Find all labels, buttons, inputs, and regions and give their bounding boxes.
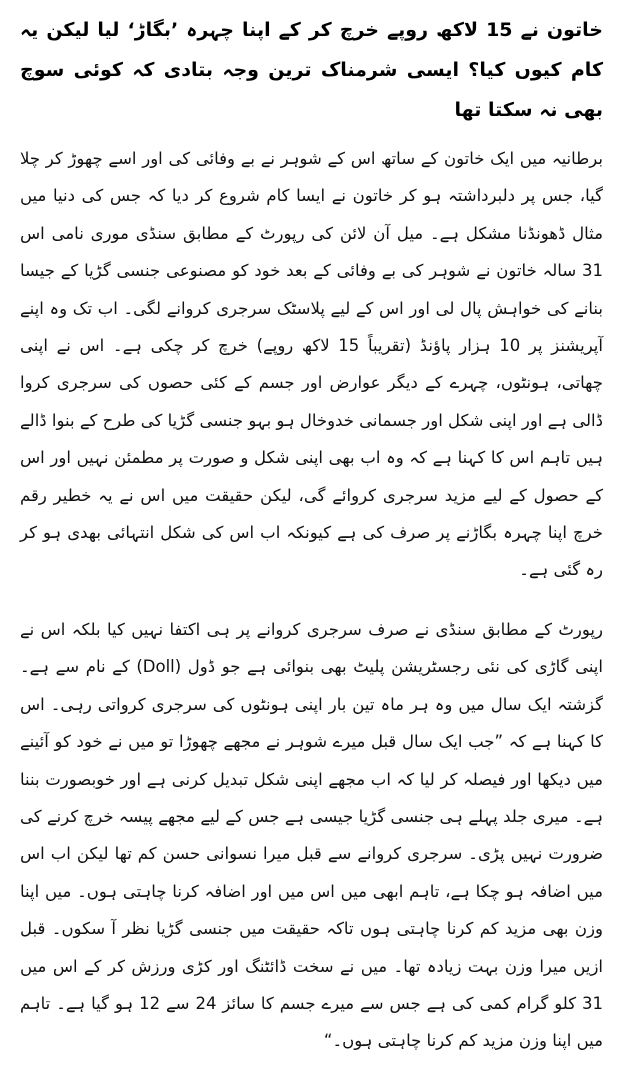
article-headline: خاتون نے 15 لاکھ روپے خرچ کر کے اپنا چہرہ ’بگاڑ‘ لیا لیکن یہ کام کیوں کیا؟ ایسی شرمناک ترین وجہ بتادی کہ کوئی سوچ بھی نہ سکتا تھا: [20, 19, 603, 121]
article-paragraph-2: رپورٹ کے مطابق سنڈی نے صرف سرجری کروانے پر ہی اکتفا نہیں کیا بلکہ اس نے اپنی گاڑی کی نئی رجسٹریشن پلیٹ بھی بنوائی ہے جو ڈول (Doll) کے نام سے ہے۔ گزشتہ ایک سال میں وہ ہر ماہ تین بار اپنی ہونٹوں کی سرجری کرواتی رہی۔ اس کا کہنا ہے کہ ”جب ایک سال قبل میرے شوہر نے مجھے چھوڑا تو میں نے خود کو آئینے میں دیکھا اور فیصلہ کر لیا کہ اب مجھے اپنی شکل تبدیل کرنی ہے اور خوبصورت بننا ہے۔ میری جلد پہلے ہی جنسی گڑیا جیسی ہے جس کے لیے مجھے پیسہ خرچ کرنے کی ضرورت نہیں پڑی۔ سرجری کروانے سے قبل میرا نسوانی حسن کم تھا لیکن اب اس میں اضافہ ہو چکا ہے، تاہم ابھی میں اس میں اور اضافہ کرنا چاہتی ہوں۔ میں اپنا وزن بھی مزید کم کرنا چاہتی ہوں تاکہ حقیقت میں جنسی گڑیا نظر آ سکوں۔ قبل ازیں میرا وزن بہت زیادہ تھا۔ میں نے سخت ڈائٹنگ اور کڑی ورزش کر کے اس میں 31 کلو گرام کمی کی ہے جس سے میرے جسم کا سائز 24 سے 12 ہو گیا ہے۔ تاہم میں اپنا وزن مزید کم کرنا چاہتی ہوں۔“: [20, 619, 604, 1051]
article-paragraph-1: برطانیہ میں ایک خاتون کے ساتھ اس کے شوہر نے بے وفائی کی اور اسے چھوڑ کر چلا گیا، جس پر دلبرداشتہ ہو کر خاتون نے ایسا کام شروع کر دیا کہ جس کی دنیا میں مثال ڈھونڈنا مشکل ہے۔ میل آن لائن کی رپورٹ کے مطابق سنڈی موری نامی اس 31 سالہ خاتون نے شوہر کی بے وفائی کے بعد خود کو مصنوعی جنسی گڑیا کے جیسا بنانے کی خواہش پال لی اور اس کے لیے پلاسٹک سرجری کروانے لگی۔ اب تک وہ اپنے آپریشنز پر 10 ہزار پاؤنڈ (تقریباً 15 لاکھ روپے) خرچ کر چکی ہے۔ اس نے اپنی چھاتی، ہونٹوں، چہرے کے دیگر عوارض اور جسم کے کئی حصوں کی سرجری کروا ڈالی ہے اور اپنی شکل اور جسمانی خدوخال ہو بہو جنسی گڑیا کی طرح کے بنوا ڈالے ہیں تاہم اس کا کہنا ہے کہ وہ اب بھی اپنی شکل و صورت پر مطمئن نہیں اور اس کے حصول کے لیے مزید سرجری کروائے گی، لیکن حقیقت میں اس نے یہ خطیر رقم خرچ اپنا چہرہ بگاڑنے پر صرف کی ہے کیونکہ اب اس کی شکل انتہائی بھدی ہو کر رہ گئی ہے۔: [20, 149, 603, 580]
